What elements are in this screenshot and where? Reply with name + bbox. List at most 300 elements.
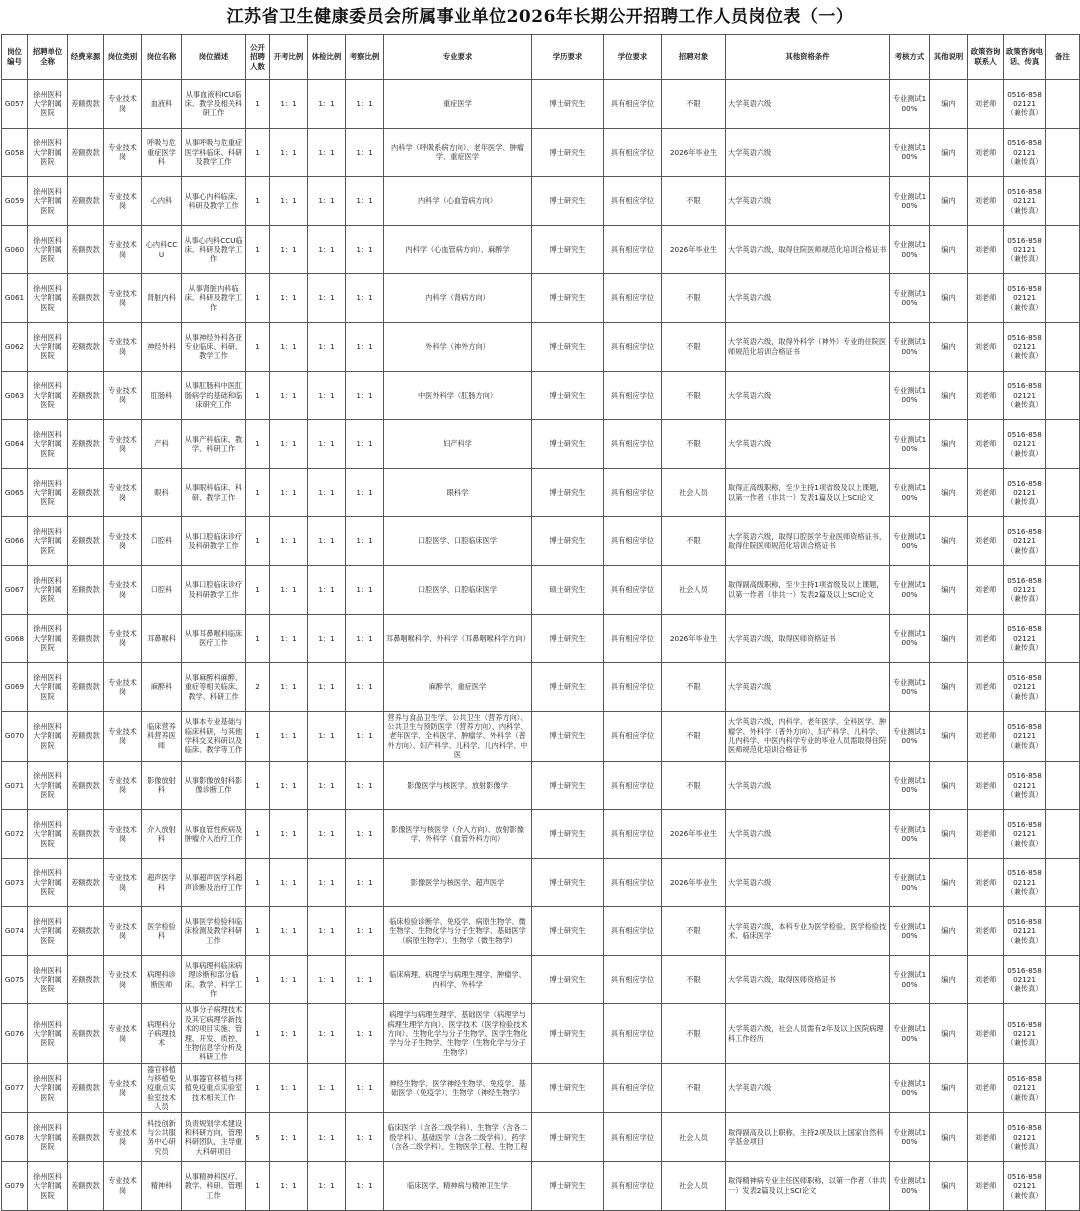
cell-education: 博士研究生 <box>532 858 604 907</box>
cell-education: 博士研究生 <box>532 1063 604 1113</box>
cell-contact-person: 刘老师 <box>968 128 1004 177</box>
cell-other-notes: 编内 <box>930 1162 968 1211</box>
cell-employer: 徐州医科大学附属医院 <box>28 420 68 469</box>
header-col-remarks: 备注 <box>1046 35 1080 80</box>
cell-post-name: 耳鼻喉科 <box>142 614 182 663</box>
cell-post-category: 专业技术岗 <box>104 761 142 810</box>
cell-major-requirement: 眼科学 <box>384 468 532 517</box>
cell-target: 不限 <box>662 955 726 1004</box>
cell-medical-ratio: 1：1 <box>308 128 346 177</box>
header-col-other-notes: 其他说明 <box>930 35 968 80</box>
cell-medical-ratio: 1：1 <box>308 420 346 469</box>
table-row <box>2 711 1080 761</box>
cell-headcount: 1 <box>246 468 270 517</box>
cell-medical-ratio: 1：1 <box>308 1113 346 1162</box>
cell-headcount: 1 <box>246 80 270 129</box>
table-row <box>2 565 1080 614</box>
cell-contact-phone: 0516-85802121（兼传真） <box>1004 614 1046 663</box>
cell-headcount: 1 <box>246 711 270 761</box>
cell-funding: 差额拨款 <box>68 1004 104 1063</box>
cell-funding: 差额拨款 <box>68 517 104 566</box>
cell-assessment: 专业测试100% <box>890 711 930 761</box>
cell-headcount: 5 <box>246 1113 270 1162</box>
cell-contact-person: 刘老师 <box>968 711 1004 761</box>
cell-contact-phone: 0516-85802121（兼传真） <box>1004 907 1046 956</box>
cell-contact-phone: 0516-85802121（兼传真） <box>1004 1162 1046 1211</box>
cell-education: 博士研究生 <box>532 663 604 712</box>
cell-exam-ratio: 1：1 <box>270 468 308 517</box>
cell-headcount: 1 <box>246 1063 270 1113</box>
cell-degree: 具有相应学位 <box>604 1004 662 1063</box>
cell-target: 不限 <box>662 907 726 956</box>
cell-medical-ratio: 1：1 <box>308 858 346 907</box>
cell-post-id: G059 <box>2 177 28 226</box>
cell-education: 博士研究生 <box>532 517 604 566</box>
cell-inspection-ratio: 1：1 <box>346 955 384 1004</box>
cell-remarks <box>1046 517 1080 566</box>
cell-education: 博士研究生 <box>532 907 604 956</box>
cell-degree: 具有相应学位 <box>604 80 662 129</box>
cell-headcount: 1 <box>246 371 270 420</box>
header-col-other-qualifications: 其他资格条件 <box>726 35 890 80</box>
cell-major-requirement: 口腔医学、口腔临床医学 <box>384 517 532 566</box>
cell-post-category: 专业技术岗 <box>104 955 142 1004</box>
table-row <box>2 663 1080 712</box>
cell-remarks <box>1046 711 1080 761</box>
cell-headcount: 1 <box>246 761 270 810</box>
cell-inspection-ratio: 1：1 <box>346 565 384 614</box>
cell-exam-ratio: 1：1 <box>270 322 308 371</box>
cell-target: 不限 <box>662 517 726 566</box>
cell-other-notes: 编内 <box>930 371 968 420</box>
cell-assessment: 专业测试100% <box>890 1004 930 1063</box>
header-col-inspection-ratio: 考察比例 <box>346 35 384 80</box>
cell-contact-phone: 0516-85802121（兼传真） <box>1004 663 1046 712</box>
cell-funding: 差额拨款 <box>68 420 104 469</box>
cell-post-id: G076 <box>2 1004 28 1063</box>
cell-post-id: G064 <box>2 420 28 469</box>
cell-medical-ratio: 1：1 <box>308 955 346 1004</box>
cell-remarks <box>1046 322 1080 371</box>
header-col-exam-ratio: 开考比例 <box>270 35 308 80</box>
cell-education: 博士研究生 <box>532 225 604 274</box>
cell-employer: 徐州医科大学附属医院 <box>28 177 68 226</box>
cell-post-description: 从事耳鼻喉科临床医疗工作 <box>182 614 246 663</box>
cell-funding: 差额拨款 <box>68 761 104 810</box>
cell-headcount: 1 <box>246 858 270 907</box>
cell-remarks <box>1046 468 1080 517</box>
header-col-medical-ratio: 体检比例 <box>308 35 346 80</box>
cell-education: 博士研究生 <box>532 955 604 1004</box>
cell-post-description: 从事产科临床、教学、科研工作 <box>182 420 246 469</box>
cell-other-qualifications: 大学英语六级 <box>726 420 890 469</box>
cell-target: 社会人员 <box>662 468 726 517</box>
cell-inspection-ratio: 1：1 <box>346 225 384 274</box>
cell-post-id: G075 <box>2 955 28 1004</box>
cell-post-description: 从事医学检验科临床检测及教学科研工作 <box>182 907 246 956</box>
cell-contact-phone: 0516-85802121（兼传真） <box>1004 274 1046 323</box>
cell-degree: 具有相应学位 <box>604 1113 662 1162</box>
cell-other-qualifications: 大学英语六级，取得住院医师规范化培训合格证书 <box>726 225 890 274</box>
cell-inspection-ratio: 1：1 <box>346 858 384 907</box>
table-row <box>2 1113 1080 1162</box>
cell-post-id: G065 <box>2 468 28 517</box>
cell-employer: 徐州医科大学附属医院 <box>28 322 68 371</box>
cell-degree: 具有相应学位 <box>604 810 662 859</box>
cell-other-notes: 编内 <box>930 177 968 226</box>
cell-contact-person: 刘老师 <box>968 1004 1004 1063</box>
cell-other-qualifications: 取得副高级职称，至少主持1项省级及以上课题，以第一作者（非共一）发表2篇及以上SCI论文 <box>726 565 890 614</box>
cell-post-description: 从事呼吸与危重症医学科临床、科研及教学工作 <box>182 128 246 177</box>
cell-remarks <box>1046 810 1080 859</box>
cell-employer: 徐州医科大学附属医院 <box>28 858 68 907</box>
cell-remarks <box>1046 1063 1080 1113</box>
cell-education: 博士研究生 <box>532 761 604 810</box>
cell-headcount: 1 <box>246 274 270 323</box>
cell-education: 博士研究生 <box>532 371 604 420</box>
cell-education: 博士研究生 <box>532 1004 604 1063</box>
cell-funding: 差额拨款 <box>68 711 104 761</box>
cell-inspection-ratio: 1：1 <box>346 1113 384 1162</box>
cell-assessment: 专业测试100% <box>890 761 930 810</box>
cell-target: 不限 <box>662 322 726 371</box>
cell-post-name: 肾脏内科 <box>142 274 182 323</box>
cell-funding: 差额拨款 <box>68 565 104 614</box>
cell-post-id: G070 <box>2 711 28 761</box>
cell-major-requirement: 口腔医学、口腔临床医学 <box>384 565 532 614</box>
cell-exam-ratio: 1：1 <box>270 614 308 663</box>
cell-target: 不限 <box>662 177 726 226</box>
cell-post-category: 专业技术岗 <box>104 177 142 226</box>
cell-contact-phone: 0516-85802121（兼传真） <box>1004 468 1046 517</box>
cell-degree: 具有相应学位 <box>604 225 662 274</box>
cell-inspection-ratio: 1：1 <box>346 1162 384 1211</box>
cell-employer: 徐州医科大学附属医院 <box>28 468 68 517</box>
cell-assessment: 专业测试100% <box>890 80 930 129</box>
cell-other-qualifications: 大学英语六级，取得口腔医学专业医师资格证书，取得住院医师规范化培训合格证书 <box>726 517 890 566</box>
header-col-education: 学历要求 <box>532 35 604 80</box>
cell-target: 社会人员 <box>662 1162 726 1211</box>
cell-funding: 差额拨款 <box>68 858 104 907</box>
cell-contact-person: 刘老师 <box>968 810 1004 859</box>
cell-target: 不限 <box>662 761 726 810</box>
job-table <box>1 34 1080 1211</box>
cell-medical-ratio: 1：1 <box>308 274 346 323</box>
cell-contact-phone: 0516-85802121（兼传真） <box>1004 1113 1046 1162</box>
cell-inspection-ratio: 1：1 <box>346 761 384 810</box>
cell-inspection-ratio: 1：1 <box>346 371 384 420</box>
cell-post-name: 器官移植与移植免疫重点实验室技术人员 <box>142 1063 182 1113</box>
cell-contact-person: 刘老师 <box>968 322 1004 371</box>
cell-post-description: 从事眼科临床、科研、教学工作 <box>182 468 246 517</box>
cell-degree: 具有相应学位 <box>604 565 662 614</box>
cell-post-description: 从事心内科CCU临床、科研及教学工作 <box>182 225 246 274</box>
cell-employer: 徐州医科大学附属医院 <box>28 128 68 177</box>
cell-education: 博士研究生 <box>532 1162 604 1211</box>
cell-contact-person: 刘老师 <box>968 761 1004 810</box>
cell-post-category: 专业技术岗 <box>104 1113 142 1162</box>
cell-assessment: 专业测试100% <box>890 468 930 517</box>
cell-contact-person: 刘老师 <box>968 907 1004 956</box>
page-title: 江苏省卫生健康委员会所属事业单位2026年长期公开招聘工作人员岗位表（一） <box>226 7 854 27</box>
cell-post-name: 病理科分子病理技术 <box>142 1004 182 1063</box>
cell-post-description: 从事口腔临床诊疗及科研教学工作 <box>182 517 246 566</box>
cell-remarks <box>1046 1113 1080 1162</box>
cell-other-notes: 编内 <box>930 225 968 274</box>
header-col-post-id: 岗位编号 <box>2 35 28 80</box>
header-col-target: 招聘对象 <box>662 35 726 80</box>
cell-assessment: 专业测试100% <box>890 907 930 956</box>
cell-medical-ratio: 1：1 <box>308 322 346 371</box>
cell-other-notes: 编内 <box>930 274 968 323</box>
cell-contact-person: 刘老师 <box>968 1162 1004 1211</box>
cell-other-qualifications: 大学英语六级 <box>726 1063 890 1113</box>
cell-degree: 具有相应学位 <box>604 420 662 469</box>
cell-other-qualifications: 大学英语六级，取得外科学（神外）专业的住院医师规范化培训合格证书 <box>726 322 890 371</box>
cell-assessment: 专业测试100% <box>890 274 930 323</box>
cell-contact-person: 刘老师 <box>968 517 1004 566</box>
cell-employer: 徐州医科大学附属医院 <box>28 1113 68 1162</box>
table-row <box>2 1063 1080 1113</box>
cell-other-notes: 编内 <box>930 711 968 761</box>
cell-assessment: 专业测试100% <box>890 810 930 859</box>
cell-education: 博士研究生 <box>532 322 604 371</box>
cell-exam-ratio: 1：1 <box>270 517 308 566</box>
cell-contact-phone: 0516-85802121（兼传真） <box>1004 420 1046 469</box>
table-body <box>2 80 1080 1211</box>
cell-contact-phone: 0516-85802121（兼传真） <box>1004 80 1046 129</box>
cell-contact-phone: 0516-85802121（兼传真） <box>1004 761 1046 810</box>
cell-assessment: 专业测试100% <box>890 565 930 614</box>
cell-contact-phone: 0516-85802121（兼传真） <box>1004 322 1046 371</box>
cell-contact-person: 刘老师 <box>968 420 1004 469</box>
cell-post-name: 麻醉科 <box>142 663 182 712</box>
cell-post-id: G067 <box>2 565 28 614</box>
cell-other-qualifications: 大学英语六级，内科学、老年医学、全科医学、肿瘤学、外科学（普外方向）、妇产科学、儿科学、儿内科学、中医内科学专业的毕业人员需取得住院医师规范化培训合格证书 <box>726 711 890 761</box>
cell-degree: 具有相应学位 <box>604 614 662 663</box>
cell-target: 社会人员 <box>662 1113 726 1162</box>
cell-headcount: 1 <box>246 614 270 663</box>
cell-exam-ratio: 1：1 <box>270 858 308 907</box>
cell-contact-phone: 0516-85802121（兼传真） <box>1004 565 1046 614</box>
cell-post-id: G062 <box>2 322 28 371</box>
cell-post-category: 专业技术岗 <box>104 1063 142 1113</box>
cell-degree: 具有相应学位 <box>604 761 662 810</box>
cell-exam-ratio: 1：1 <box>270 225 308 274</box>
cell-degree: 具有相应学位 <box>604 907 662 956</box>
cell-exam-ratio: 1：1 <box>270 955 308 1004</box>
cell-post-name: 产科 <box>142 420 182 469</box>
header-col-post-category: 岗位类别 <box>104 35 142 80</box>
cell-other-qualifications: 大学英语六级，社会人员需有2年及以上医院病理科工作经历 <box>726 1004 890 1063</box>
cell-remarks <box>1046 955 1080 1004</box>
cell-post-description: 负责规划学术建设和科研方向，管理科研团队，主导重大科研项目 <box>182 1113 246 1162</box>
table-row <box>2 614 1080 663</box>
cell-post-description: 从事精神科医疗、教学、科研、管理工作 <box>182 1162 246 1211</box>
cell-remarks <box>1046 1162 1080 1211</box>
cell-employer: 徐州医科大学附属医院 <box>28 565 68 614</box>
cell-other-qualifications: 大学英语六级 <box>726 371 890 420</box>
cell-funding: 差额拨款 <box>68 1113 104 1162</box>
cell-inspection-ratio: 1：1 <box>346 663 384 712</box>
cell-major-requirement: 内科学（心血管病方向）、麻醉学 <box>384 225 532 274</box>
cell-inspection-ratio: 1：1 <box>346 711 384 761</box>
cell-post-name: 眼科 <box>142 468 182 517</box>
cell-contact-phone: 0516-85802121（兼传真） <box>1004 225 1046 274</box>
cell-major-requirement: 妇产科学 <box>384 420 532 469</box>
cell-exam-ratio: 1：1 <box>270 371 308 420</box>
cell-post-id: G068 <box>2 614 28 663</box>
cell-post-name: 心内科 <box>142 177 182 226</box>
cell-other-notes: 编内 <box>930 858 968 907</box>
cell-target: 2026年毕业生 <box>662 225 726 274</box>
cell-funding: 差额拨款 <box>68 322 104 371</box>
cell-headcount: 1 <box>246 1004 270 1063</box>
cell-post-description: 从事肛肠科中医肛肠病学的基础和临床研究工作 <box>182 371 246 420</box>
cell-contact-person: 刘老师 <box>968 80 1004 129</box>
cell-contact-person: 刘老师 <box>968 565 1004 614</box>
header-col-contact-person: 政策咨询联系人 <box>968 35 1004 80</box>
cell-funding: 差额拨款 <box>68 614 104 663</box>
header-col-post-description: 岗位描述 <box>182 35 246 80</box>
cell-funding: 差额拨款 <box>68 274 104 323</box>
cell-other-qualifications: 大学英语六级，取得医师资格证书 <box>726 955 890 1004</box>
cell-post-category: 专业技术岗 <box>104 322 142 371</box>
cell-target: 不限 <box>662 420 726 469</box>
cell-major-requirement: 临床病理、病理学与病理生理学、肿瘤学、内科学、外科学 <box>384 955 532 1004</box>
cell-post-description: 从事口腔临床诊疗及科研教学工作 <box>182 565 246 614</box>
cell-major-requirement: 麻醉学、重症医学 <box>384 663 532 712</box>
cell-remarks <box>1046 858 1080 907</box>
cell-exam-ratio: 1：1 <box>270 761 308 810</box>
cell-post-description: 从事本专业基础与临床科研，与其他学科交叉科研以及临床、教学等工作 <box>182 711 246 761</box>
cell-target: 2026年毕业生 <box>662 810 726 859</box>
cell-major-requirement: 内科学（肾病方向） <box>384 274 532 323</box>
cell-employer: 徐州医科大学附属医院 <box>28 907 68 956</box>
cell-other-qualifications: 大学英语六级 <box>726 128 890 177</box>
cell-other-notes: 编内 <box>930 468 968 517</box>
cell-medical-ratio: 1：1 <box>308 1004 346 1063</box>
cell-employer: 徐州医科大学附属医院 <box>28 225 68 274</box>
cell-post-description: 从事分子病理技术及其它病理学新技术的项目实施、管理、开发、质控，生物信息学分析及科研工作 <box>182 1004 246 1063</box>
cell-exam-ratio: 1：1 <box>270 274 308 323</box>
cell-remarks <box>1046 128 1080 177</box>
cell-post-description: 从事麻醉科麻醉、重症等相关临床、教学、科研工作 <box>182 663 246 712</box>
cell-post-name: 精神科 <box>142 1162 182 1211</box>
cell-headcount: 1 <box>246 177 270 226</box>
table-row <box>2 517 1080 566</box>
cell-inspection-ratio: 1：1 <box>346 907 384 956</box>
cell-post-category: 专业技术岗 <box>104 565 142 614</box>
cell-other-notes: 编内 <box>930 1063 968 1113</box>
cell-post-name: 影像放射科 <box>142 761 182 810</box>
cell-exam-ratio: 1：1 <box>270 128 308 177</box>
cell-assessment: 专业测试100% <box>890 322 930 371</box>
cell-remarks <box>1046 565 1080 614</box>
cell-employer: 徐州医科大学附属医院 <box>28 1004 68 1063</box>
cell-other-qualifications: 大学英语六级 <box>726 177 890 226</box>
cell-education: 博士研究生 <box>532 810 604 859</box>
cell-employer: 徐州医科大学附属医院 <box>28 614 68 663</box>
cell-medical-ratio: 1：1 <box>308 565 346 614</box>
cell-medical-ratio: 1：1 <box>308 907 346 956</box>
cell-assessment: 专业测试100% <box>890 420 930 469</box>
cell-inspection-ratio: 1：1 <box>346 614 384 663</box>
cell-major-requirement: 内科学（呼吸系病方向）、老年医学、肿瘤学、重症医学 <box>384 128 532 177</box>
cell-remarks <box>1046 1004 1080 1063</box>
cell-remarks <box>1046 761 1080 810</box>
cell-major-requirement: 临床检验诊断学、免疫学、病原生物学、微生物学、生物化学与分子生物学、基础医学（病原生物学）、生物学（微生物学） <box>384 907 532 956</box>
cell-post-id: G073 <box>2 858 28 907</box>
cell-target: 不限 <box>662 1004 726 1063</box>
cell-education: 博士研究生 <box>532 711 604 761</box>
cell-inspection-ratio: 1：1 <box>346 420 384 469</box>
cell-other-notes: 编内 <box>930 420 968 469</box>
cell-other-qualifications: 取得副高及以上职称，主持2项及以上国家自然科学基金项目 <box>726 1113 890 1162</box>
cell-funding: 差额拨款 <box>68 468 104 517</box>
cell-contact-person: 刘老师 <box>968 177 1004 226</box>
cell-post-id: G057 <box>2 80 28 129</box>
table-row <box>2 177 1080 226</box>
cell-degree: 具有相应学位 <box>604 1162 662 1211</box>
cell-post-id: G072 <box>2 810 28 859</box>
cell-exam-ratio: 1：1 <box>270 907 308 956</box>
cell-other-notes: 编内 <box>930 517 968 566</box>
cell-other-qualifications: 大学英语六级 <box>726 858 890 907</box>
cell-education: 博士研究生 <box>532 128 604 177</box>
cell-post-category: 专业技术岗 <box>104 858 142 907</box>
cell-education: 博士研究生 <box>532 80 604 129</box>
cell-major-requirement: 病理学与病理生理学、基础医学（病理学与病理生理学方向）、医学技术（医学检验技术方向）、生物化学与分子生物学、医学生物化学与分子生物学、生物学（生物化学与分子生物学） <box>384 1004 532 1063</box>
cell-other-notes: 编内 <box>930 128 968 177</box>
cell-post-name: 呼吸与危重症医学科 <box>142 128 182 177</box>
cell-funding: 差额拨款 <box>68 128 104 177</box>
cell-major-requirement: 耳鼻咽喉科学、外科学（耳鼻咽喉科学方向） <box>384 614 532 663</box>
cell-exam-ratio: 1：1 <box>270 810 308 859</box>
cell-post-name: 口腔科 <box>142 517 182 566</box>
cell-major-requirement: 影像医学与核医学、超声医学 <box>384 858 532 907</box>
cell-contact-phone: 0516-85802121（兼传真） <box>1004 1004 1046 1063</box>
cell-contact-phone: 0516-85802121（兼传真） <box>1004 371 1046 420</box>
cell-education: 博士研究生 <box>532 177 604 226</box>
cell-post-category: 专业技术岗 <box>104 517 142 566</box>
cell-post-category: 专业技术岗 <box>104 225 142 274</box>
cell-contact-person: 刘老师 <box>968 663 1004 712</box>
cell-post-description: 从事肾脏内科临床、科研及教学工作 <box>182 274 246 323</box>
cell-other-notes: 编内 <box>930 614 968 663</box>
cell-funding: 差额拨款 <box>68 955 104 1004</box>
cell-post-name: 医学检验科 <box>142 907 182 956</box>
cell-post-name: 心内科CCU <box>142 225 182 274</box>
cell-headcount: 1 <box>246 322 270 371</box>
cell-remarks <box>1046 371 1080 420</box>
cell-funding: 差额拨款 <box>68 810 104 859</box>
cell-other-qualifications: 大学英语六级 <box>726 663 890 712</box>
cell-major-requirement: 临床医学、精神病与精神卫生学 <box>384 1162 532 1211</box>
table-row <box>2 1162 1080 1211</box>
table-row <box>2 420 1080 469</box>
cell-employer: 徐州医科大学附属医院 <box>28 1063 68 1113</box>
cell-contact-person: 刘老师 <box>968 1113 1004 1162</box>
cell-post-description: 从事病理科临床病理诊断和部分临床、教学、科学工作 <box>182 955 246 1004</box>
cell-degree: 具有相应学位 <box>604 663 662 712</box>
header-col-contact-phone: 政策咨询电话、传真 <box>1004 35 1046 80</box>
cell-other-notes: 编内 <box>930 1004 968 1063</box>
cell-contact-phone: 0516-85802121（兼传真） <box>1004 1063 1046 1113</box>
cell-contact-phone: 0516-85802121（兼传真） <box>1004 711 1046 761</box>
cell-exam-ratio: 1：1 <box>270 1162 308 1211</box>
cell-contact-person: 刘老师 <box>968 225 1004 274</box>
